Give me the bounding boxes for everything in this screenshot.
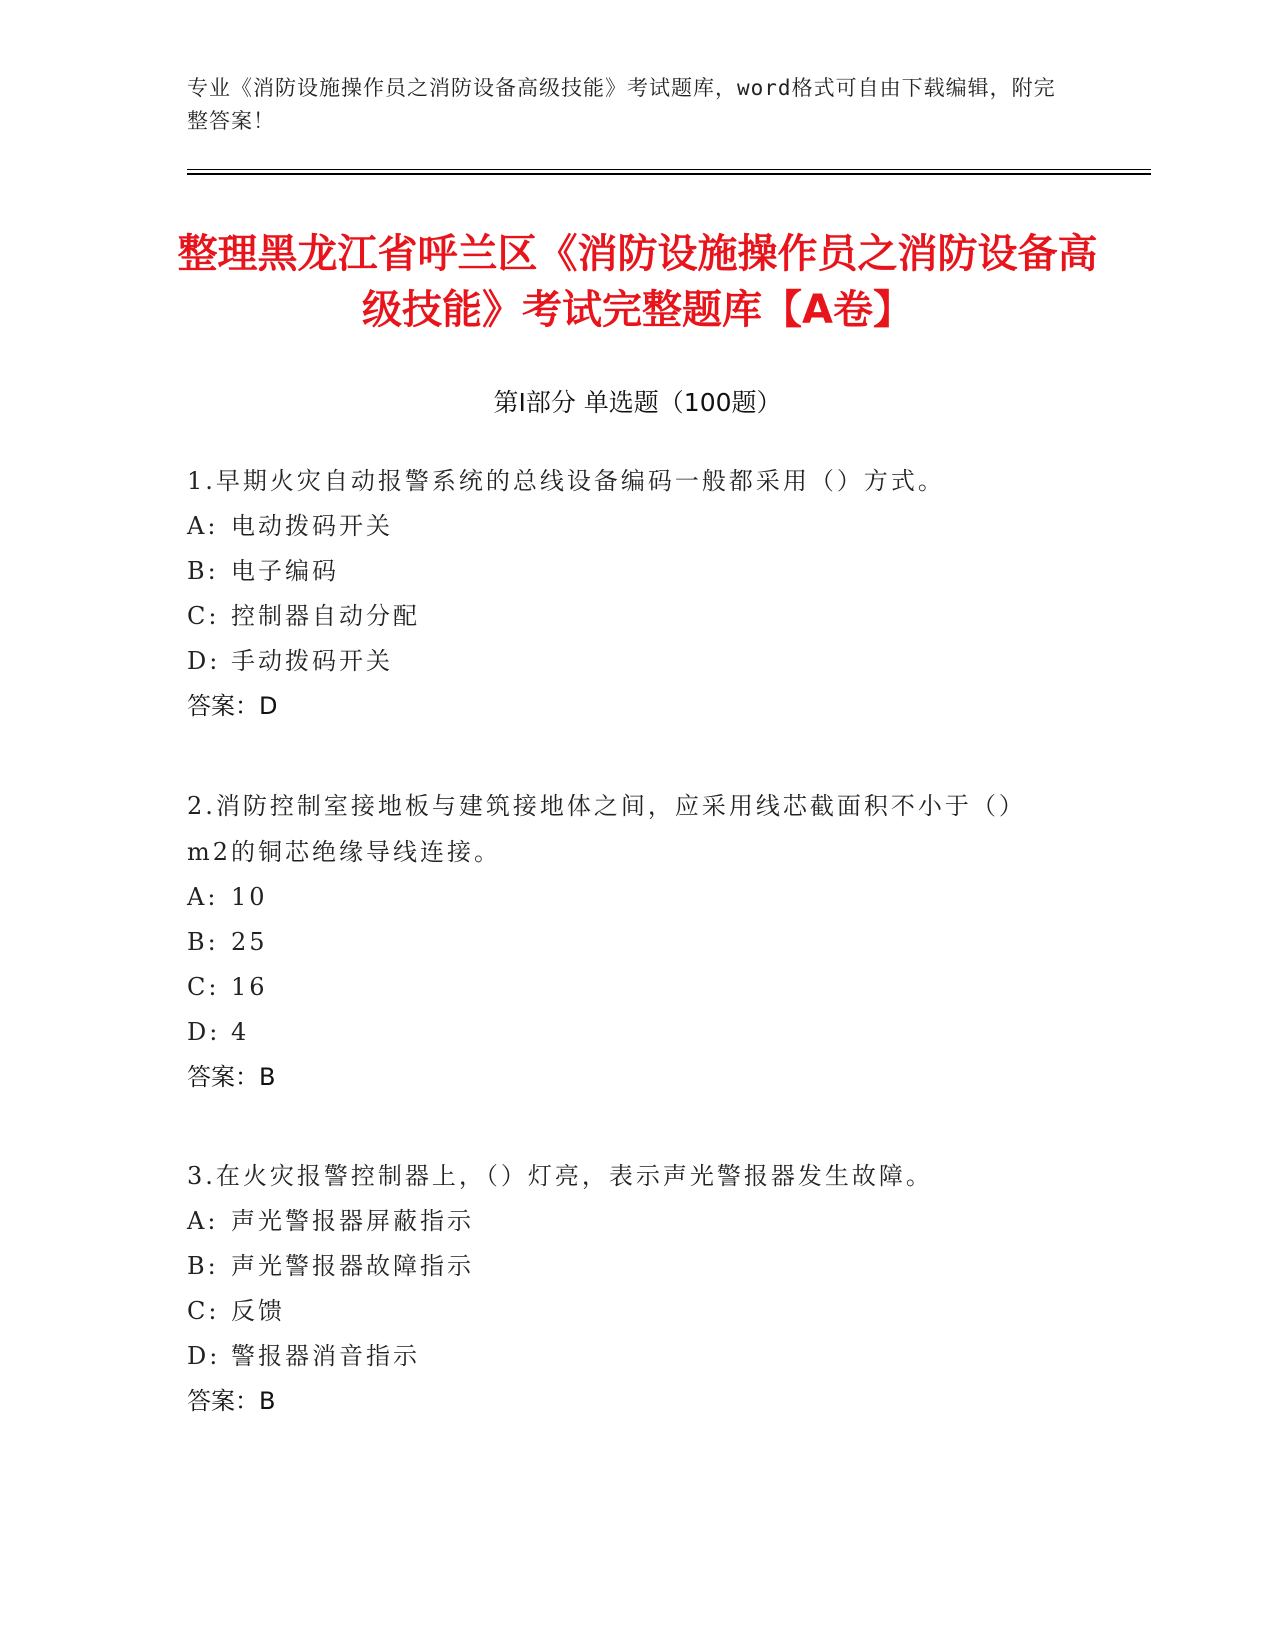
- question-stem: 3.在火灾报警控制器上，（）灯亮，表示声光警报器发生故障。: [187, 1162, 933, 1190]
- option-letter: D:: [187, 1018, 221, 1046]
- option-c: [187, 965, 1067, 1010]
- option-letter: B:: [187, 1252, 219, 1280]
- option-b: [187, 549, 1067, 594]
- option-text: 警报器消音指示: [231, 1342, 420, 1370]
- question-stem: 2.消防控制室接地板与建筑接地体之间，应采用线芯截面积不小于（）m2的铜芯绝缘导线连接。: [187, 792, 1026, 866]
- option-d: [187, 1334, 1067, 1379]
- option-text: 控制器自动分配: [231, 602, 420, 630]
- option-a: [187, 875, 1067, 920]
- question-stem: 1.早期火灾自动报警系统的总线设备编码一般都采用（）方式。: [187, 467, 945, 495]
- option-c: [187, 1289, 1067, 1334]
- option-text: 反馈: [231, 1297, 285, 1325]
- question-2: [187, 783, 1067, 1100]
- option-b: [187, 1244, 1067, 1289]
- option-letter: B:: [187, 928, 219, 956]
- option-text: 16: [231, 973, 268, 1001]
- option-c: [187, 594, 1067, 639]
- option-text: 手动拨码开关: [231, 647, 393, 675]
- header-rule-top: [187, 169, 1151, 170]
- option-text: 10: [231, 883, 268, 911]
- option-b: [187, 920, 1067, 965]
- option-letter: B:: [187, 557, 219, 585]
- option-letter: D:: [187, 1342, 221, 1370]
- option-letter: A:: [187, 1207, 219, 1235]
- answer: 答案：B: [187, 1063, 276, 1091]
- option-text: 4: [231, 1018, 250, 1046]
- answer: 答案：B: [187, 1387, 276, 1415]
- option-a: [187, 504, 1067, 549]
- option-d: [187, 1010, 1067, 1055]
- option-text: 电子编码: [231, 557, 339, 585]
- option-a: [187, 1199, 1067, 1244]
- option-letter: C:: [187, 602, 220, 630]
- question-1: [187, 458, 1067, 729]
- option-text: 25: [231, 928, 268, 956]
- option-d: [187, 639, 1067, 684]
- section-title: 第Ⅰ部分 单选题（100题）: [493, 388, 782, 417]
- header-note: 专业《消防设施操作员之消防设备高级技能》考试题库，word格式可自由下载编辑，附完整答案！: [187, 76, 1056, 133]
- option-letter: D:: [187, 647, 221, 675]
- option-letter: A:: [187, 883, 219, 911]
- option-letter: C:: [187, 1297, 220, 1325]
- document-title: 整理黑龙江省呼兰区《消防设施操作员之消防设备高级技能》考试完整题库【A卷】: [177, 231, 1098, 333]
- header-rule-bottom: [187, 173, 1151, 175]
- question-3: [187, 1153, 1067, 1424]
- answer: 答案：D: [187, 692, 278, 720]
- option-text: 声光警报器屏蔽指示: [231, 1207, 474, 1235]
- option-letter: C:: [187, 973, 220, 1001]
- option-text: 声光警报器故障指示: [231, 1252, 474, 1280]
- option-text: 电动拨码开关: [231, 512, 393, 540]
- option-letter: A:: [187, 512, 219, 540]
